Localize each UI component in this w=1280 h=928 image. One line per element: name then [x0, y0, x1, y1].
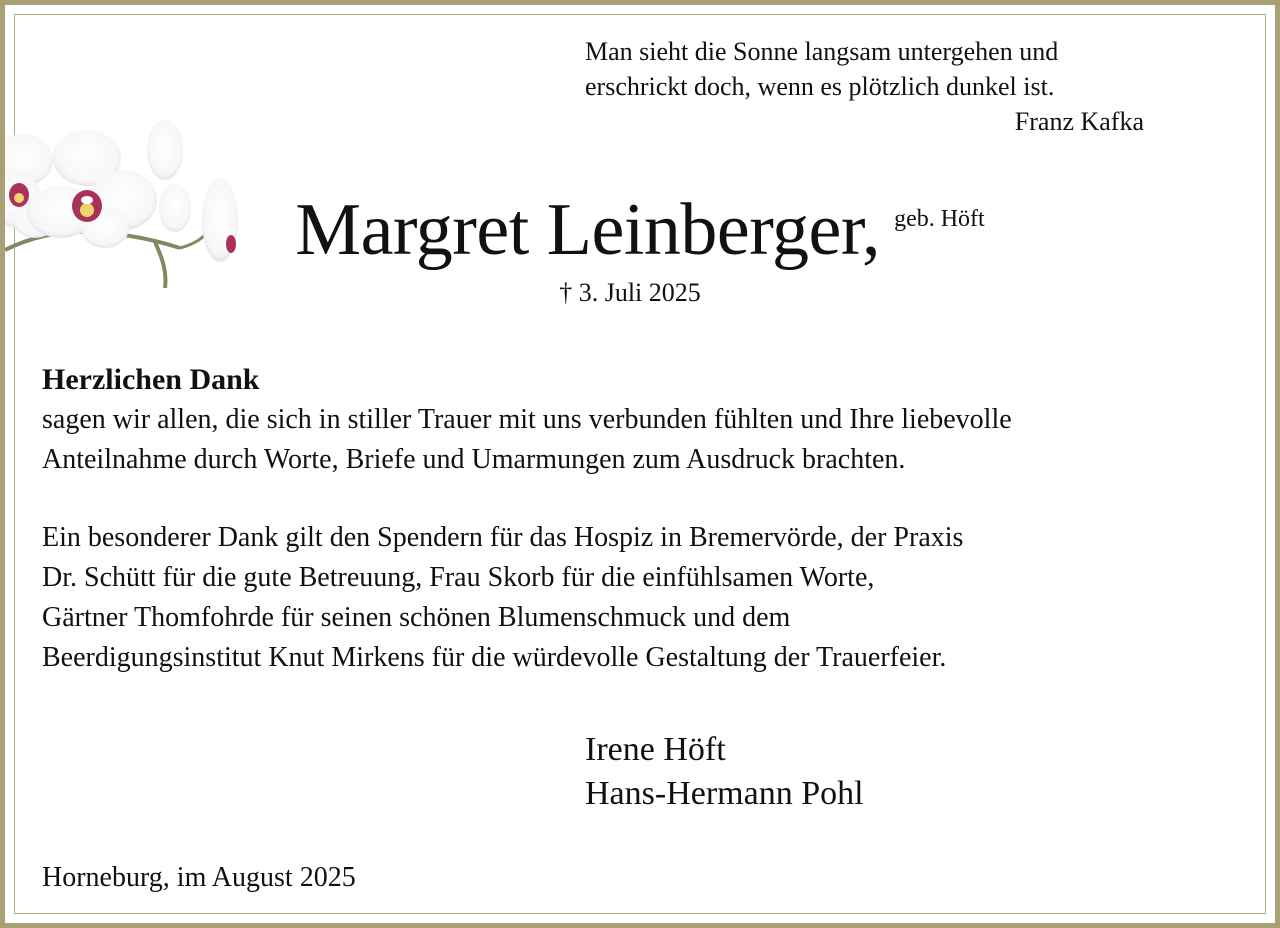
text-line: Gärtner Thomfohrde für seinen schönen Blumenschmuck und dem: [42, 602, 791, 633]
place-date: Horneburg, im August 2025: [42, 862, 356, 893]
text-line: Ein besonderer Dank gilt den Spendern für das Hospiz in Bremervörde, der Praxis: [42, 522, 964, 553]
thanks-text: [42, 360, 1252, 678]
signers: [585, 728, 864, 816]
deceased-name-row: [0, 188, 1280, 272]
text-line: Beerdigungsinstitut Knut Mirkens für die würdevolle Gestaltung der Trauerfeier.: [42, 642, 947, 673]
deceased-name: Margret Leinberger,: [295, 189, 881, 271]
birth-name: geb. Höft: [894, 206, 985, 232]
signer-name: Irene Höft: [585, 731, 726, 768]
text-line: sagen wir allen, die sich in stiller Trauer mit uns verbunden fühlten und Ihre liebevolle: [42, 404, 1012, 435]
thanks-paragraph-2: [42, 518, 1252, 678]
text-line: Anteilnahme durch Worte, Briefe und Umarmungen zum Ausdruck brachten.: [42, 444, 906, 475]
death-date: † 3. Juli 2025: [559, 278, 701, 307]
quote-line: Man sieht die Sonne langsam untergehen und: [585, 37, 1059, 66]
quote-author: Franz Kafka: [1014, 107, 1144, 136]
text-line: Dr. Schütt für die gute Betreuung, Frau Skorb für die einfühlsamen Worte,: [42, 562, 875, 593]
quote-line: erschrickt doch, wenn es plötzlich dunkel ist.: [585, 72, 1055, 101]
thanks-paragraph-1: [42, 400, 1252, 480]
thanks-heading: Herzlichen Dank: [42, 363, 260, 396]
kafka-quote: [585, 34, 1150, 139]
signer-name: Hans-Hermann Pohl: [585, 775, 864, 812]
